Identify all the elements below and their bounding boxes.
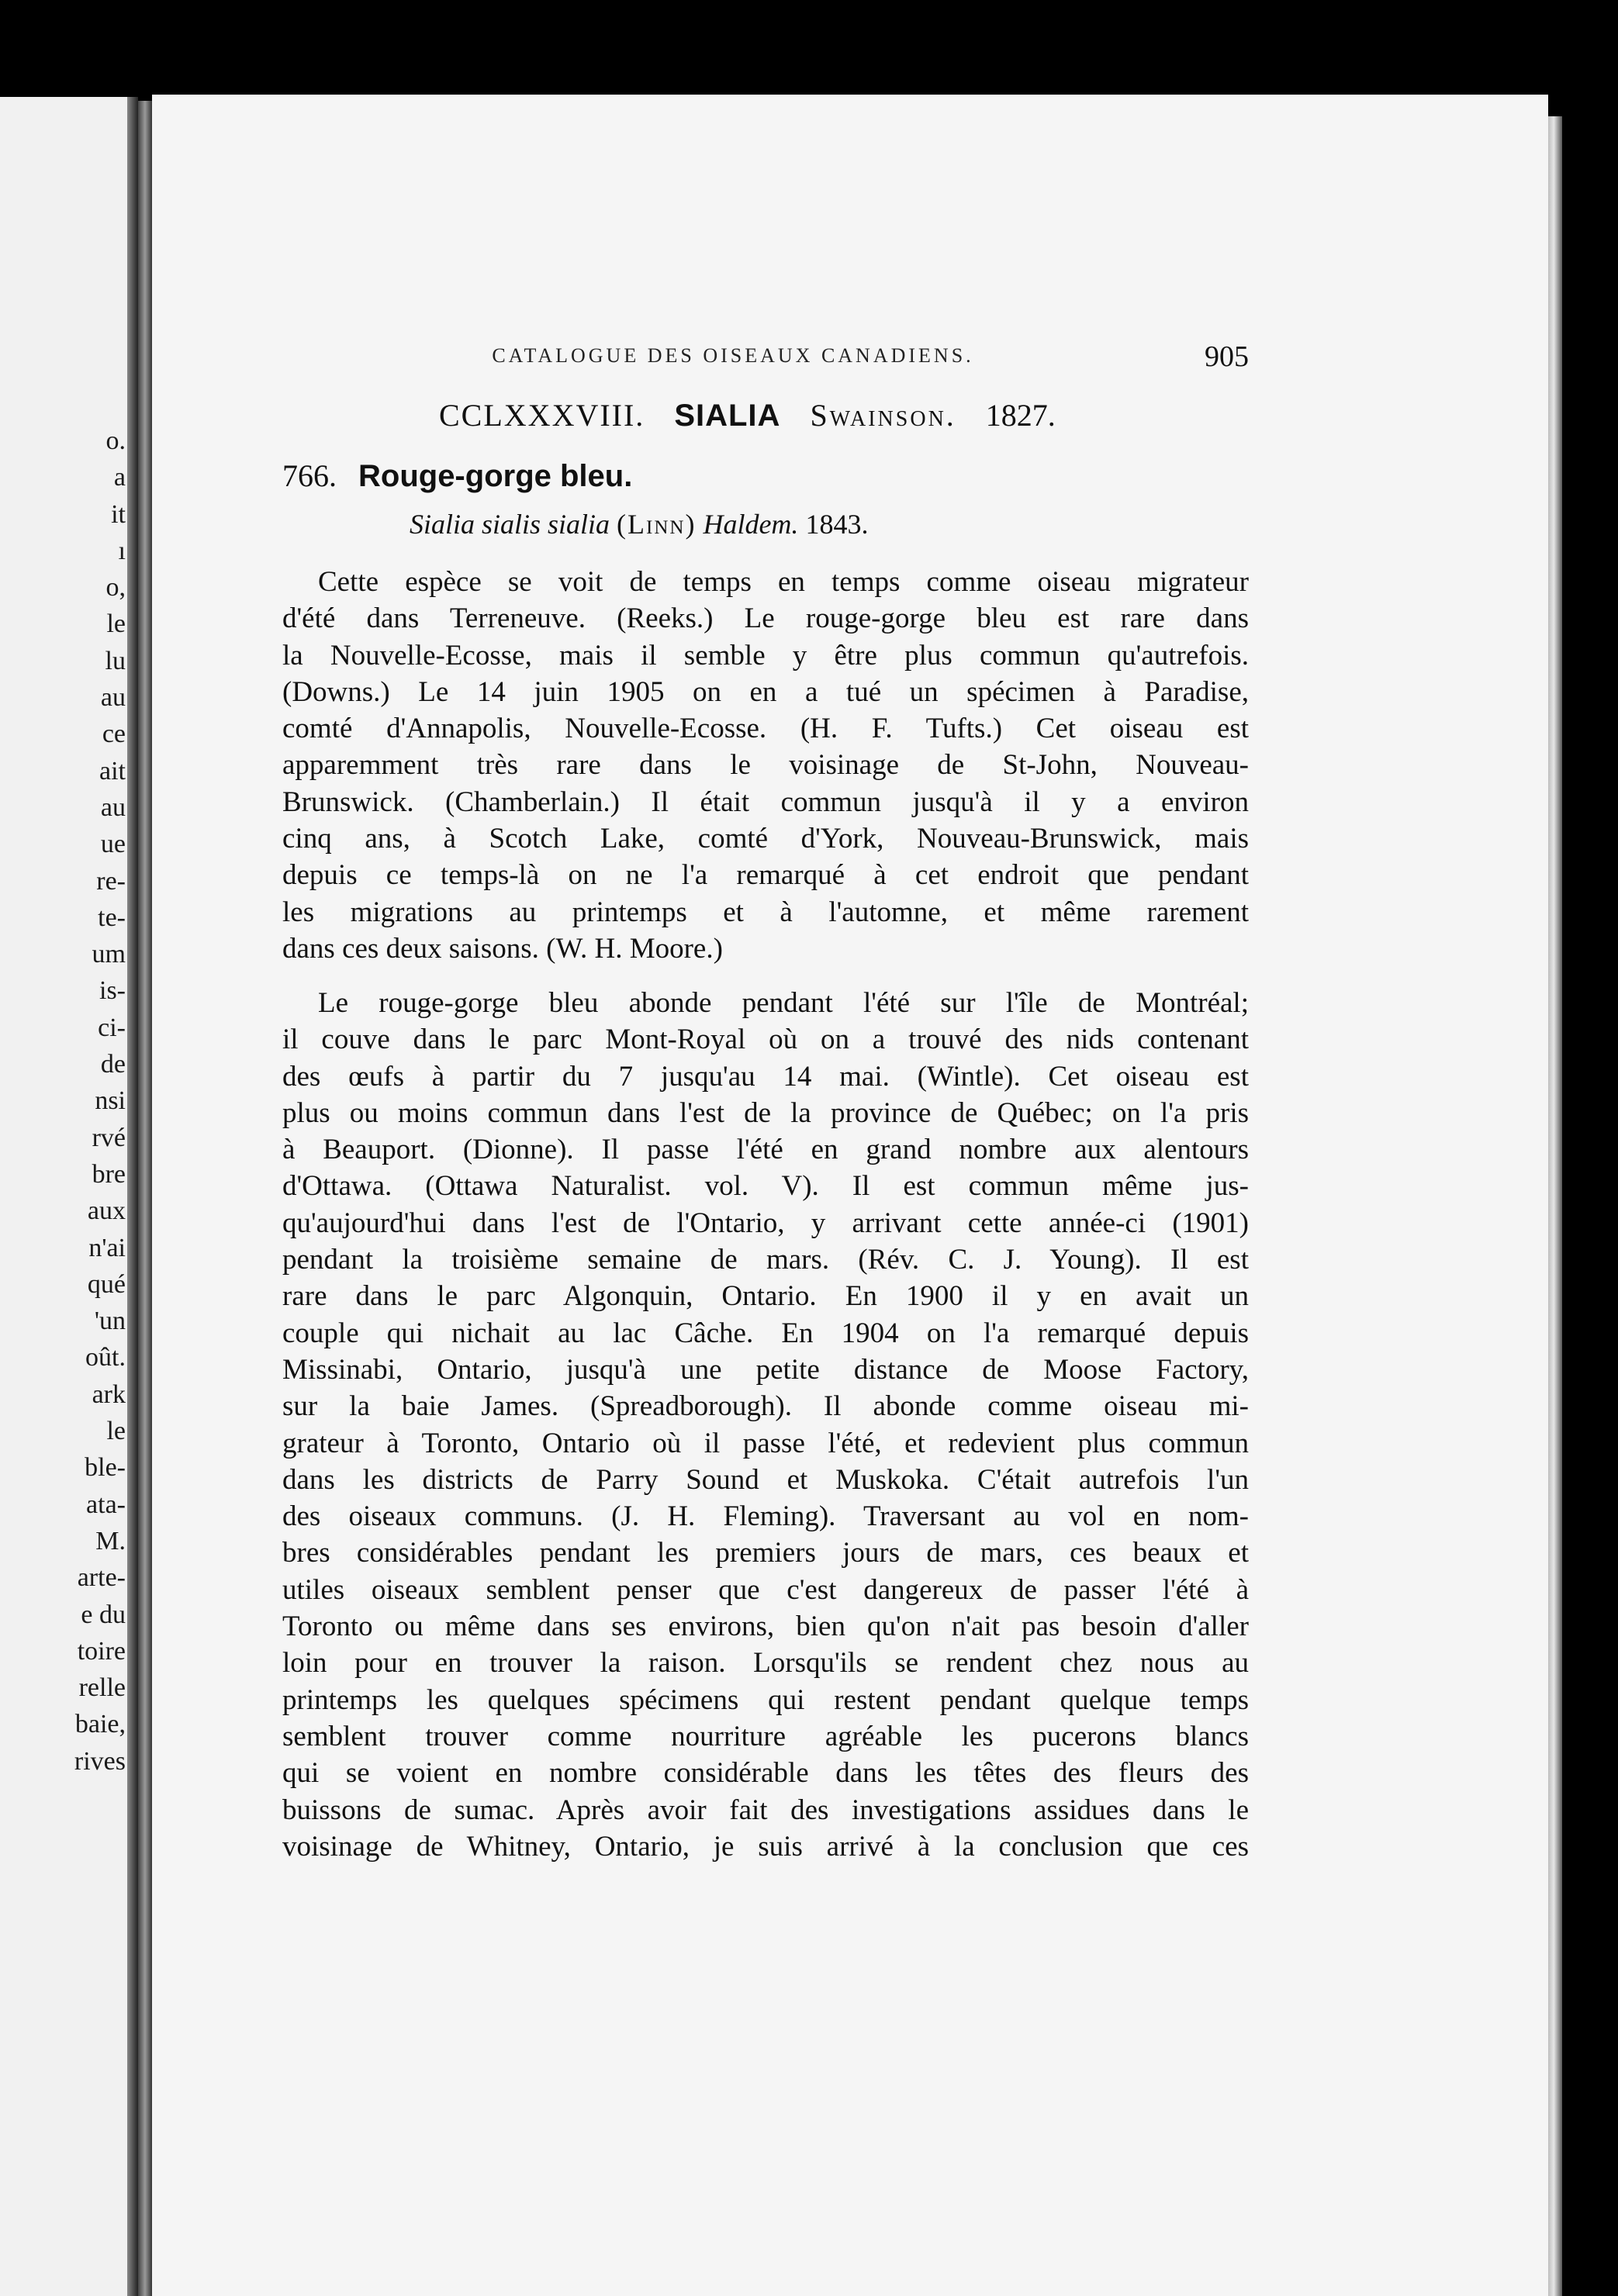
text-line: voisinage de Whitney, Ontario, je suis arrivé à la conclusion que ces xyxy=(282,1830,1249,1863)
facing-page-fragment: ait xyxy=(99,756,126,785)
facing-page-fragment: re- xyxy=(96,866,126,896)
author-parenthetical: (Linn) xyxy=(617,509,697,540)
genus-name: SIALIA xyxy=(674,399,781,433)
facing-page-fragment: qué xyxy=(87,1269,126,1299)
binomial: Sialia sialis sialia xyxy=(410,509,610,540)
facing-page-fragment: le xyxy=(106,1417,126,1446)
text-line: dans ces deux saisons. (W. H. Moore.) xyxy=(282,932,723,965)
facing-page-fragment: te- xyxy=(98,903,126,932)
facing-page-fragment: rives xyxy=(74,1746,126,1776)
facing-page-fragment: rvé xyxy=(92,1123,126,1152)
page-stack-edge xyxy=(1548,116,1562,2296)
genus-heading xyxy=(439,397,1137,433)
text-line: pendant la troisième semaine de mars. (Rév. C. J. Young). Il est xyxy=(282,1244,1249,1276)
facing-page-fragment: ue xyxy=(100,830,126,859)
text-line: qui se voient en nombre considérable dans les têtes des fleurs des xyxy=(282,1757,1249,1790)
facing-page-fragment: nsi xyxy=(95,1086,126,1116)
text-line: buissons de sumac. Après avoir fait des investigations assidues dans le xyxy=(282,1794,1249,1826)
text-line: dans les districts de Parry Sound et Muskoka. C'était autrefois l'un xyxy=(282,1463,1249,1496)
text-line: loin pour en trouver la raison. Lorsqu'ils se rendent chez nous au xyxy=(282,1647,1249,1680)
species-number: 766. xyxy=(282,458,337,493)
name-year: 1843. xyxy=(805,509,869,540)
facing-page-fragment: aux xyxy=(87,1196,126,1226)
text-line: bres considérables pendant les premiers jours de mars, ces beaux et xyxy=(282,1537,1249,1569)
facing-page-fragment: a xyxy=(113,463,126,492)
facing-page-text-fragments xyxy=(0,423,126,1780)
text-line: des œufs à partir du 7 jusqu'au 14 mai. (Wintle). Cet oiseau est xyxy=(282,1060,1249,1093)
scientific-name xyxy=(410,508,868,540)
text-line: utiles oiseaux semblent penser que c'est dangereux de passer l'été à xyxy=(282,1573,1249,1606)
text-line: couple qui nichait au lac Câche. En 1904 on l'a remarqué depuis xyxy=(282,1317,1249,1349)
facing-page-fragment: um xyxy=(92,940,126,969)
facing-page-fragment: ark xyxy=(92,1379,126,1409)
text-line: Missinabi, Ontario, jusqu'à une petite distance de Moose Factory, xyxy=(282,1353,1249,1386)
facing-page-fragment: relle xyxy=(78,1673,126,1703)
text-line: des oiseaux communs. (J. H. Fleming). Traversant au vol en nom- xyxy=(282,1500,1249,1533)
facing-page xyxy=(0,97,138,2296)
text-line: plus ou moins commun dans l'est de la province de Québec; on l'a pris xyxy=(282,1096,1249,1129)
paragraph-1 xyxy=(282,564,1249,967)
facing-page-fragment: arte- xyxy=(77,1563,126,1593)
text-line: comté d'Annapolis, Nouvelle-Ecosse. (H. F. Tufts.) Cet oiseau est xyxy=(282,713,1249,745)
facing-page-fragment: o. xyxy=(105,426,126,455)
species-heading xyxy=(282,457,632,494)
facing-page-fragment: ata- xyxy=(86,1490,126,1519)
facing-page-fragment: le xyxy=(106,609,126,639)
facing-page-fragment: o, xyxy=(105,573,126,602)
facing-page-fragment: de xyxy=(100,1050,126,1079)
text-line: la Nouvelle-Ecosse, mais il semble y être plus commun qu'autrefois. xyxy=(282,639,1249,672)
text-line: grateur à Toronto, Ontario où il passe l'été, et redevient plus commun xyxy=(282,1427,1249,1459)
text-line: il couve dans le parc Mont-Royal où on a trouvé des nids contenant xyxy=(282,1024,1249,1056)
facing-page-fragment: lu xyxy=(105,646,126,675)
genus-author: Swainson. xyxy=(810,398,956,433)
facing-page-fragment: is- xyxy=(99,976,126,1006)
species-name: Rouge-gorge bleu. xyxy=(358,459,633,493)
text-line: rare dans le parc Algonquin, Ontario. En 1900 il y en avait un xyxy=(282,1280,1249,1313)
text-line: Cette espèce se voit de temps en temps comme oiseau migrateur xyxy=(318,566,1249,598)
text-line: d'Ottawa. (Ottawa Naturalist. vol. V). Il est commun même jus- xyxy=(282,1170,1249,1203)
facing-page-fragment: ci- xyxy=(98,1013,126,1042)
text-line: qu'aujourd'hui dans l'est de l'Ontario, y arrivant cette année-ci (1901) xyxy=(282,1207,1249,1239)
text-line: cinq ans, à Scotch Lake, comté d'York, Nouveau-Brunswick, mais xyxy=(282,823,1249,855)
text-line: Toronto ou même dans ses environs, bien qu'on n'ait pas besoin d'aller xyxy=(282,1611,1249,1643)
facing-page-fragment: it xyxy=(111,499,126,529)
genus-year: 1827. xyxy=(985,398,1056,433)
text-line: sur la baie James. (Spreadborough). Il abonde comme oiseau mi- xyxy=(282,1390,1249,1423)
genus-number: CCLXXXVIII. xyxy=(439,398,645,433)
running-title: CATALOGUE DES OISEAUX CANADIENS. xyxy=(492,344,974,367)
facing-page-fragment: au xyxy=(100,792,126,822)
text-line: Le rouge-gorge bleu abonde pendant l'été sur l'île de Montréal; xyxy=(318,987,1249,1019)
text-line: à Beauport. (Dionne). Il passe l'été en grand nombre aux alentours xyxy=(282,1134,1249,1166)
page-number: 905 xyxy=(1205,340,1249,373)
text-line: semblent trouver comme nourriture agréable les pucerons blancs xyxy=(282,1720,1249,1752)
facing-page-fragment: bre xyxy=(92,1159,126,1189)
text-line: apparemment très rare dans le voisinage de St-John, Nouveau- xyxy=(282,749,1249,782)
facing-page-fragment: e du xyxy=(81,1600,126,1629)
facing-page-fragment: ı xyxy=(118,536,126,565)
text-line: depuis ce temps-là on ne l'a remarqué à cet endroit que pendant xyxy=(282,859,1249,892)
running-head xyxy=(334,340,1249,378)
facing-page-fragment: oût. xyxy=(85,1343,126,1372)
facing-page-fragment: n'ai xyxy=(88,1233,126,1262)
book-gutter xyxy=(138,101,152,2296)
facing-page-fragment: au xyxy=(100,683,126,713)
text-line: (Downs.) Le 14 juin 1905 on en a tué un spécimen à Paradise, xyxy=(282,675,1249,708)
text-line: d'été dans Terreneuve. (Reeks.) Le rouge-gorge bleu est rare dans xyxy=(282,602,1249,635)
facing-page-fragment: M. xyxy=(95,1526,126,1555)
facing-page-fragment: 'un xyxy=(94,1307,126,1336)
facing-page-edge xyxy=(127,97,138,2296)
facing-page-fragment: baie, xyxy=(74,1710,126,1739)
facing-page-fragment: toire xyxy=(77,1636,126,1666)
facing-page-fragment: ble- xyxy=(85,1453,126,1483)
facing-page-fragment: ce xyxy=(102,720,126,749)
name-author: Haldem. xyxy=(703,509,799,540)
text-line: Brunswick. (Chamberlain.) Il était commun jusqu'à il y a environ xyxy=(282,785,1249,818)
paragraph-2 xyxy=(282,985,1249,1865)
text-line: les migrations au printemps et à l'automne, et même rarement xyxy=(282,896,1249,928)
text-line: printemps les quelques spécimens qui restent pendant quelque temps xyxy=(282,1683,1249,1716)
